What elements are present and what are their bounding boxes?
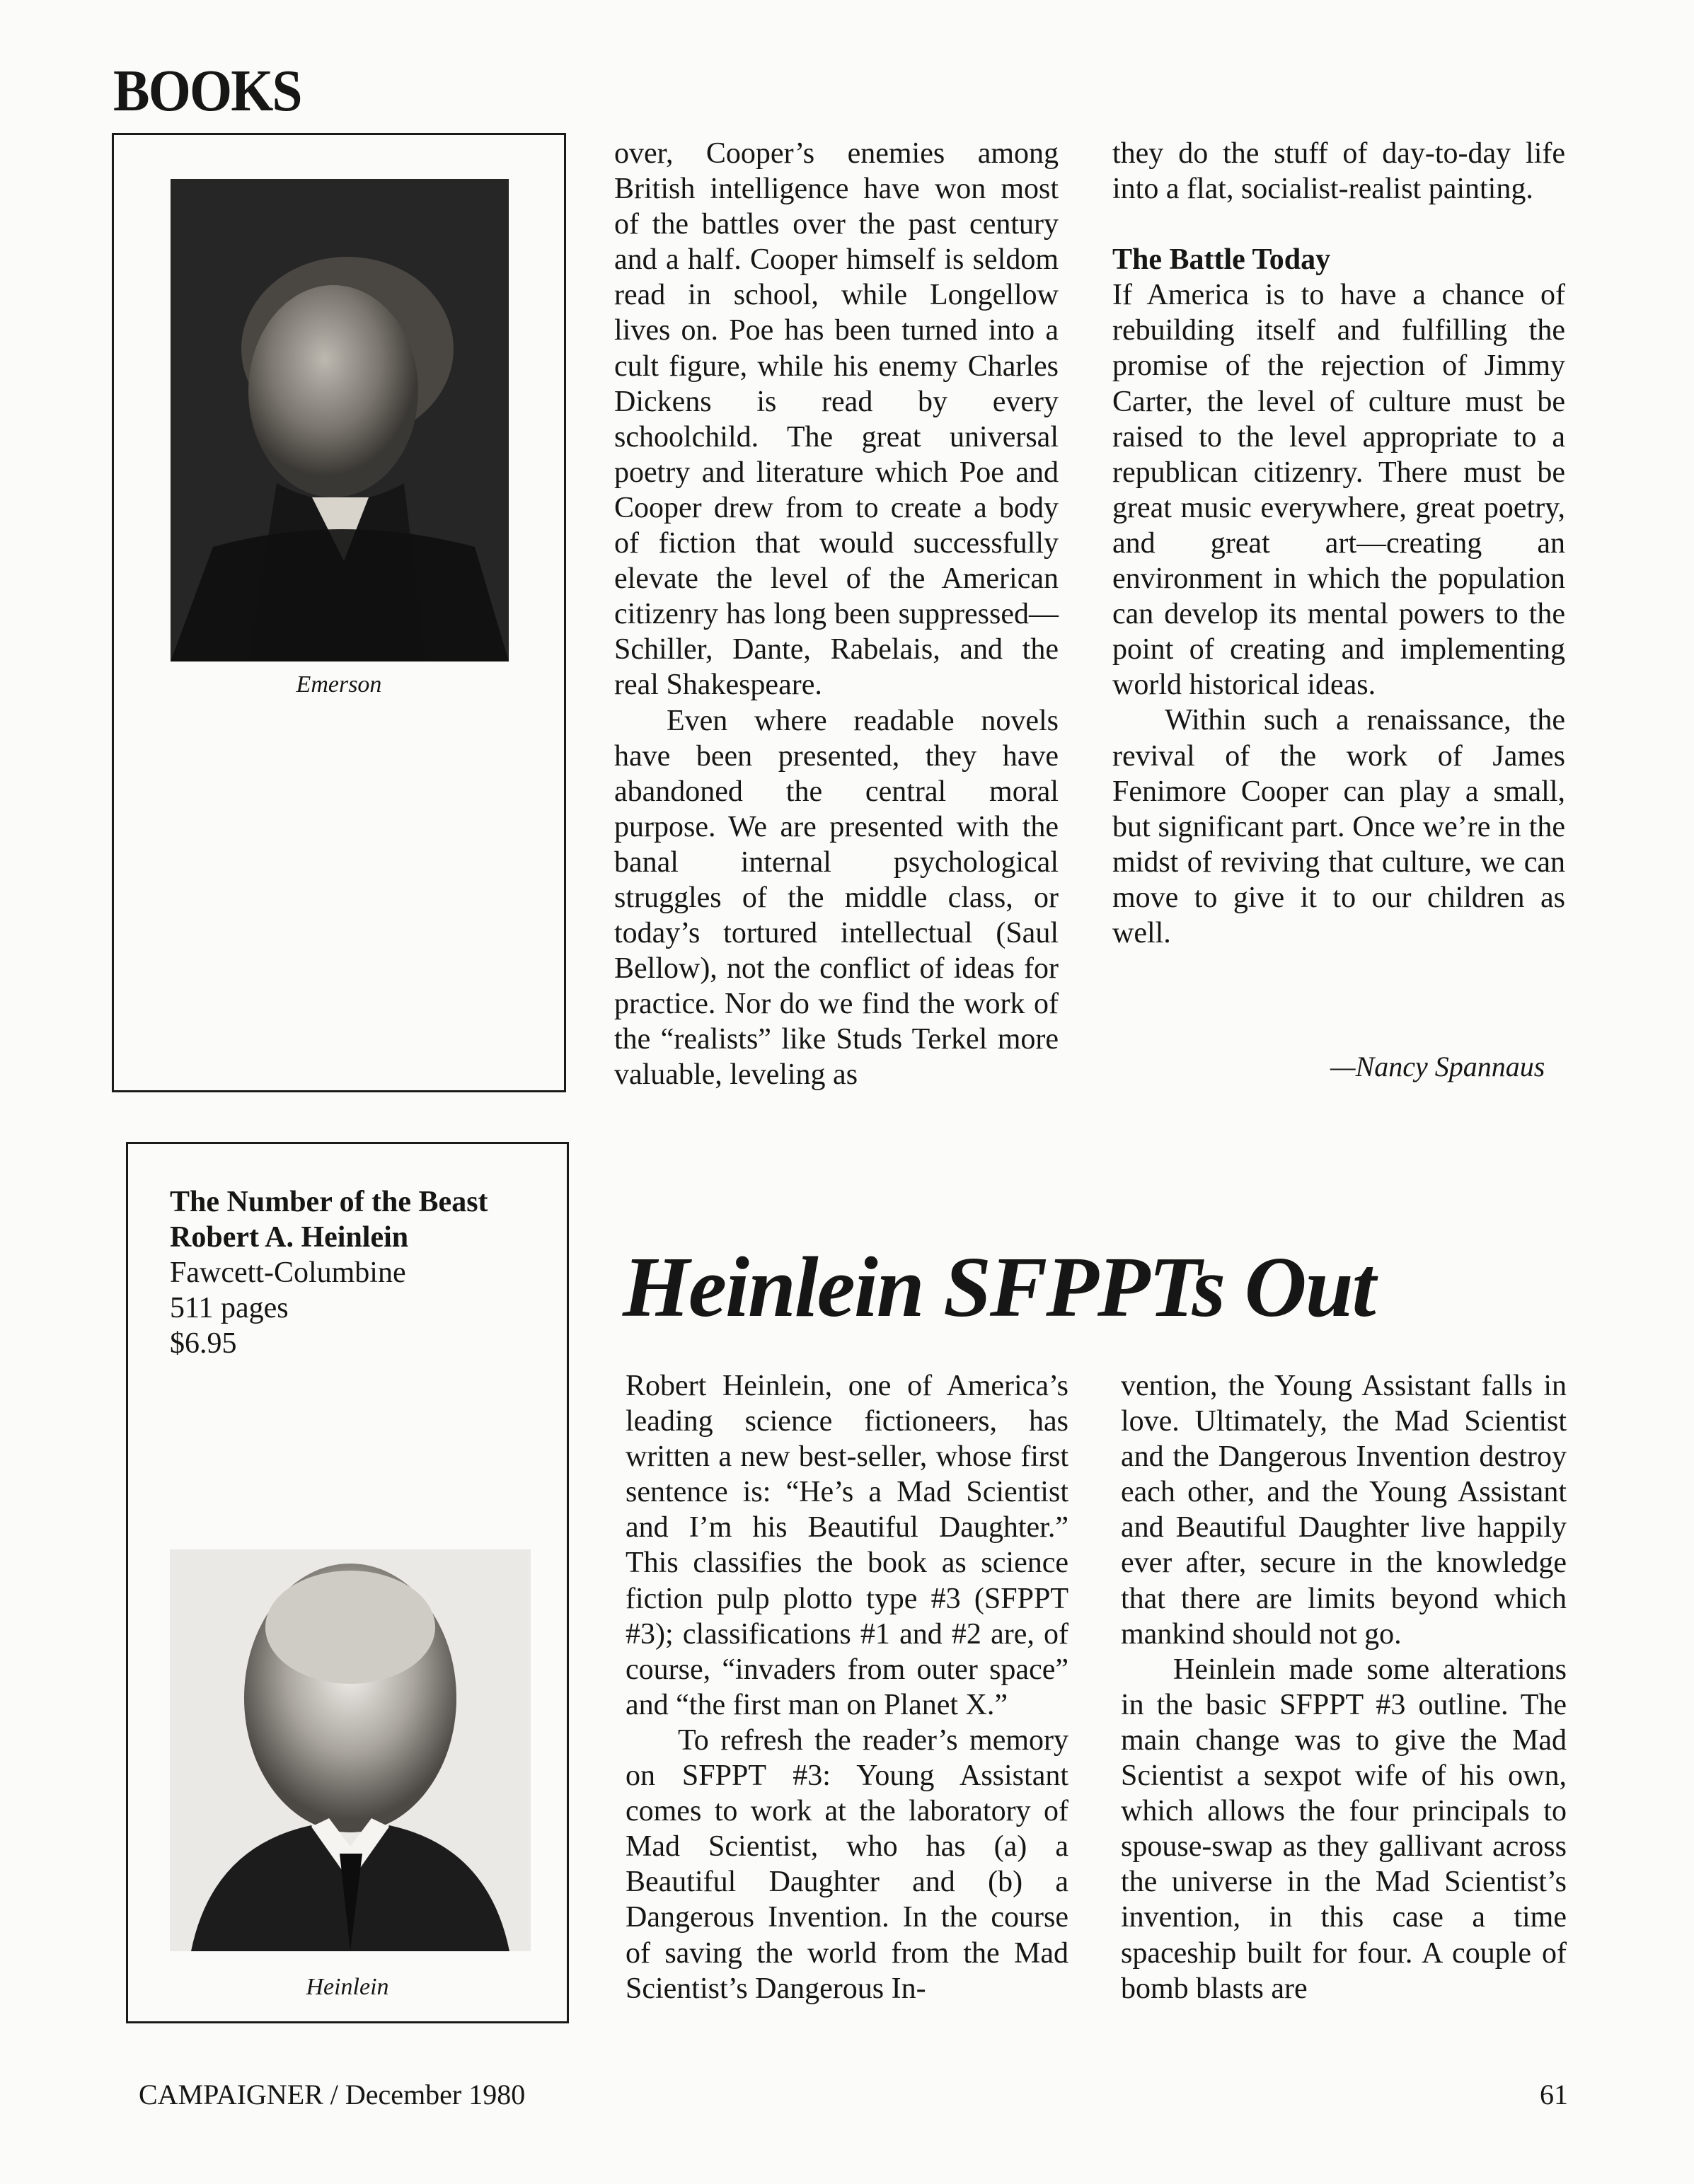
article2-col2-paragraph: Heinlein made some alterations in the basic SFPPT #3 outline. The main change was to give the Mad Scientist a sexpot wife of his own, which allows the four principals to spouse-swap as they gallivant across the universe in the Mad Scientist’s invention, in this case a time spaceship built for four. A couple of bomb blasts are	[1121, 1653, 1567, 2005]
book-pages: 511 pages	[170, 1292, 289, 1324]
book-price: $6.95	[170, 1327, 237, 1360]
article1-col2-intro: they do the stuff of day-to-day life into a flat, socialist-realist painting.	[1112, 137, 1565, 206]
article2-column-1	[626, 1368, 1068, 2006]
emerson-portrait-drawing	[171, 179, 509, 661]
article1-column-1	[614, 136, 1059, 1093]
article2-col1-paragraph: To refresh the reader’s memory on SFPPT #3: Young Assistant comes to work at the laboratory of Mad Scientist, who has (a) a Beautiful Daughter and (b) a Dangerous Invention. In the course of saving the world from the Mad Scientist’s Dangerous In-	[626, 1723, 1068, 2005]
article1-col2-paragraph: If America is to have a chance of rebuilding itself and fulfilling the promise of the rejection of Jimmy Carter, the level of culture must be raised to the level appropriate to a republican citizenry. There must be great music everywhere, great poetry, and great art—creating an environment in which the population can develop its mental powers to the point of creating and implementing world historical ideas.	[1112, 279, 1565, 702]
book-publisher: Fawcett-Columbine	[170, 1256, 406, 1289]
book-author: Robert A. Heinlein	[170, 1221, 409, 1254]
book-info	[170, 1184, 488, 1361]
section-title: BOOKS	[113, 58, 301, 124]
article1-subhead: The Battle Today	[1112, 243, 1331, 277]
article2-col1-paragraph: Robert Heinlein, one of America’s leading science fictioneers, has written a new best-seller, whose first sentence is: “He’s a Mad Scientist and I’m his Beautiful Daughter.” This classifies the book as science fiction pulp plotto type #3 (SFPPT #3); classifications #1 and #2 are, of course, “invaders from outer space” and “the first man on Planet X.”	[626, 1370, 1068, 1721]
heinlein-portrait-image	[170, 1549, 531, 1951]
article1-col2-paragraph: Within such a renaissance, the revival of the work of James Fenimore Cooper can play a small, but significant part. Once we’re in the midst of reviving that culture, we can move to give it to our children as well.	[1112, 704, 1565, 949]
article2-column-2	[1121, 1368, 1567, 2006]
heinlein-caption: Heinlein	[306, 1974, 389, 2000]
article1-byline: —Nancy Spannaus	[1330, 1051, 1545, 1082]
emerson-portrait-image	[171, 179, 509, 661]
book-title: The Number of the Beast	[170, 1186, 488, 1218]
footer-publication: CAMPAIGNER / December 1980	[139, 2079, 526, 2110]
footer-page-number: 61	[1540, 2079, 1568, 2110]
article1-col1-paragraph: over, Cooper’s enemies among British intelligence have won most of the battles over the past century and a half. Cooper himself is seldom read in school, while Longellow lives on. Poe has been turned into a cult figure, while his enemy Charles Dickens is read by every schoolchild. The great universal poetry and literature which Poe and Cooper drew from to create a body of fiction that would successfully elevate the level of the American citizenry has long been suppressed—Schiller, Dante, Rabelais, and the real Shakespeare.	[614, 137, 1059, 702]
emerson-photo-box	[112, 133, 566, 1092]
article2-col2-paragraph: vention, the Young Assistant falls in love. Ultimately, the Mad Scientist and the Dangerous Invention destroy each other, and the Young Assistant and Beautiful Daughter live happily ever after, secure in the knowledge that there are limits beyond which mankind should not go.	[1121, 1370, 1567, 1651]
emerson-caption: Emerson	[296, 671, 382, 698]
article2-headline: Heinlein SFPPTs Out	[623, 1240, 1375, 1335]
heinlein-portrait-drawing	[170, 1549, 531, 1951]
article1-col1-paragraph: Even where readable novels have been presented, they have abandoned the central moral purpose. We are presented with the banal internal psychological struggles of the middle class, or today’s tortured intellectual (Saul Bellow), not the conflict of ideas for practice. Nor do we find the work of the “realists” like Studs Terkel more valuable, leveling as	[614, 704, 1059, 1092]
article1-column-2	[1112, 136, 1565, 951]
